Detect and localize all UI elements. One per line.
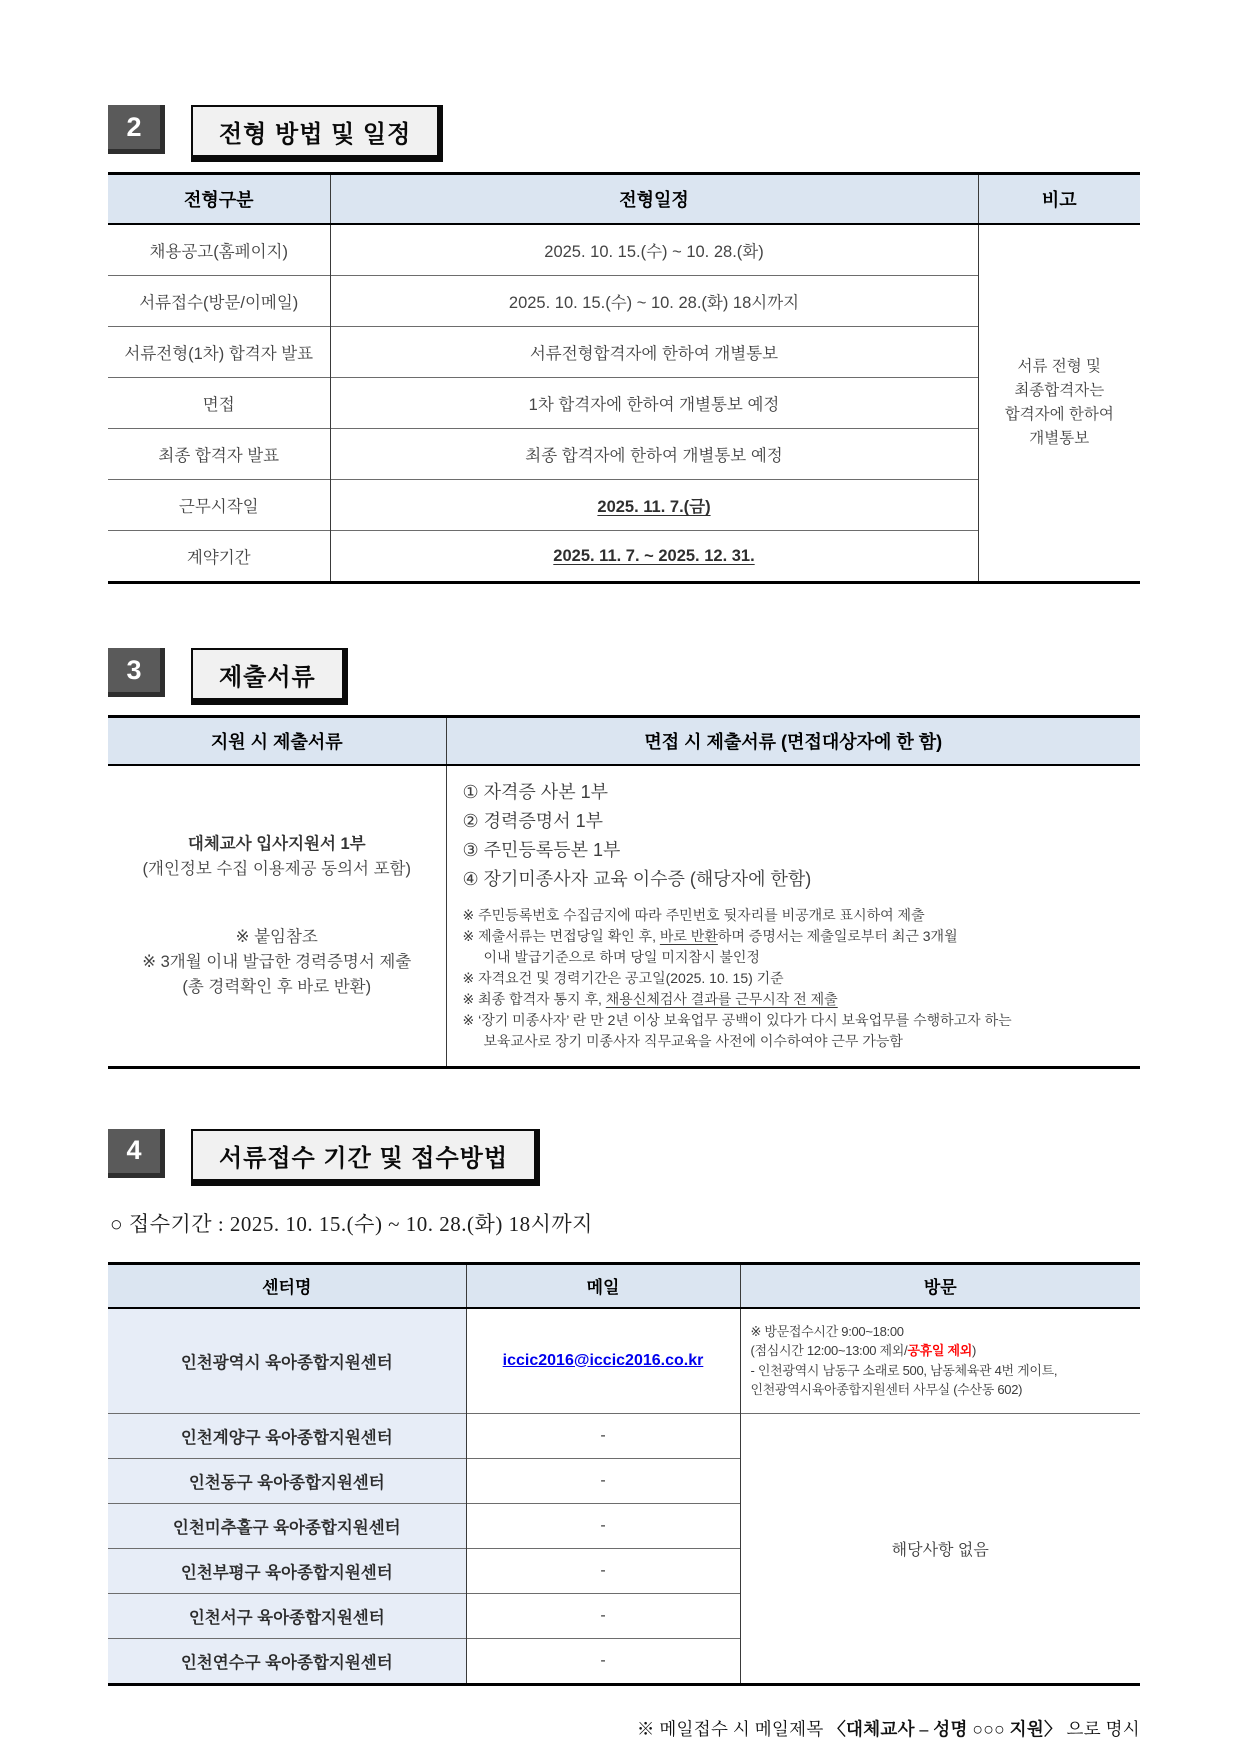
row-label: 근무시작일	[108, 480, 330, 531]
center-mail	[466, 1308, 740, 1414]
center-mail: -	[466, 1548, 740, 1593]
interview-note-4: ※ 최종 합격자 통지 후, 채용신체검사 결과를 근무시작 전 제출	[462, 990, 838, 1007]
documents-header-row	[108, 717, 1140, 766]
section-2-header	[108, 105, 1140, 162]
selection-schedule-table	[108, 172, 1140, 584]
row-label: 채용공고(홈페이지)	[108, 224, 330, 276]
email-link[interactable]: iccic2016@iccic2016.co.kr	[502, 1351, 704, 1369]
center-mail: -	[466, 1503, 740, 1548]
mail-subject-note: ※ 메일접수 시 메일제목 〈대체교사 – 성명 ○○○ 지원〉 으로 명시	[636, 1718, 1140, 1739]
center-mail: -	[466, 1458, 740, 1503]
section-3-title: 제출서류	[191, 648, 348, 705]
section-2-title: 전형 방법 및 일정	[191, 105, 443, 162]
section-2-number-badge: 2	[108, 105, 165, 154]
center-mail: -	[466, 1638, 740, 1684]
list-item: ① 자격증 사본 1부	[462, 782, 608, 802]
row-label: 계약기간	[108, 531, 330, 583]
table-row	[108, 224, 1140, 276]
section-3-header	[108, 648, 1140, 705]
column-header-schedule: 전형일정	[330, 174, 978, 225]
apply-docs-cell	[108, 765, 446, 1067]
visit-address-1: - 인천광역시 남동구 소래로 500, 남동체육관 4번 게이트,	[750, 1362, 1058, 1378]
row-value: 최종 합격자에 한하여 개별통보 예정	[330, 429, 978, 480]
column-header-interview-docs: 면접 시 제출서류 (면접대상자에 한 함)	[446, 717, 1140, 766]
row-value	[330, 531, 978, 583]
list-item: ④ 장기미종사자 교육 이수증 (해당자에 한함)	[462, 869, 812, 890]
visit-lunch: (점심시간 12:00~13:00 제외/공휴일 제외)	[750, 1343, 977, 1359]
column-header-center: 센터명	[108, 1263, 466, 1308]
row-label: 면접	[108, 378, 330, 429]
list-item: ③ 주민등록등본 1부	[462, 840, 621, 861]
table-row	[108, 1413, 1140, 1458]
center-mail: -	[466, 1413, 740, 1458]
apply-doc-subtitle: (개인정보 수집 이용제공 동의서 포함)	[142, 859, 411, 878]
apply-note-1: ※ 붙임참조	[235, 928, 318, 947]
row-value: 1차 합격자에 한하여 개별통보 예정	[330, 378, 978, 429]
centers-header-row	[108, 1263, 1140, 1308]
visit-not-applicable: 해당사항 없음	[740, 1413, 1140, 1684]
apply-note-2: ※ 3개월 이내 발급한 경력증명서 제출	[142, 953, 412, 972]
interview-docs-cell	[446, 765, 1140, 1067]
row-value: 서류전형합격자에 한하여 개별통보	[330, 327, 978, 378]
visit-hours: ※ 방문접수시간 9:00~18:00	[750, 1323, 904, 1339]
interview-note-1: ※ 주민등록번호 수집금지에 따라 주민번호 뒷자리를 비공개로 표시하여 제출	[462, 906, 925, 923]
apply-note-3: (총 경력확인 후 바로 반환)	[182, 977, 372, 996]
interview-note-2: ※ 제출서류는 면접당일 확인 후, 바로 반환하며 증명서는 제출일로부터 최근 3개월 이내 발급기준으로 하며 당일 미지참시 불인정	[462, 927, 958, 965]
row-label: 서류접수(방문/이메일)	[108, 276, 330, 327]
submission-documents-table	[108, 715, 1140, 1069]
section-4-number-badge: 4	[108, 1129, 165, 1178]
column-header-mail: 메일	[466, 1263, 740, 1308]
apply-doc-title: 대체교사 입사지원서 1부	[187, 834, 366, 853]
center-name: 인천미추홀구 육아종합지원센터	[108, 1503, 466, 1548]
row-value	[330, 480, 978, 531]
center-name: 인천부평구 육아종합지원센터	[108, 1548, 466, 1593]
table-row	[108, 1308, 1140, 1414]
center-mail: -	[466, 1593, 740, 1638]
contract-period: 2025. 11. 7. ~ 2025. 12. 31.	[553, 546, 755, 565]
visit-address-2: 인천광역시육아종합지원센터 사무실 (수산동 602)	[750, 1382, 1023, 1398]
row-value: 2025. 10. 15.(수) ~ 10. 28.(화) 18시까지	[330, 276, 978, 327]
center-name: 인천서구 육아종합지원센터	[108, 1593, 466, 1638]
center-name: 인천연수구 육아종합지원센터	[108, 1638, 466, 1684]
work-start-date: 2025. 11. 7.(금)	[597, 498, 711, 516]
interview-note-5: ※ ‘장기 미종사자’ 란 만 2년 이상 보육업무 공백이 있다가 다시 보육업무를 수행하고자 하는 보육교사로 장기 미종사자 직무교육을 사전에 이수하여야 근무 가능함	[462, 1011, 1012, 1049]
holiday-excluded-text: 공휴일 제외	[907, 1343, 972, 1359]
section-4-header	[108, 1129, 1140, 1186]
row-label: 최종 합격자 발표	[108, 429, 330, 480]
reception-period-line: ○ 접수기간 : 2025. 10. 15.(수) ~ 10. 28.(화) 18시까지	[110, 1211, 593, 1236]
column-header-visit: 방문	[740, 1263, 1140, 1308]
documents-body-row	[108, 765, 1140, 1067]
reception-centers-table	[108, 1262, 1140, 1686]
interview-note-3: ※ 자격요건 및 경력기간은 공고일(2025. 10. 15) 기준	[462, 969, 784, 986]
center-name: 인천계양구 육아종합지원센터	[108, 1413, 466, 1458]
visit-info	[740, 1308, 1140, 1414]
section-3-number-badge: 3	[108, 648, 165, 697]
center-name: 인천광역시 육아종합지원센터	[108, 1308, 466, 1414]
section-4-title: 서류접수 기간 및 접수방법	[191, 1129, 540, 1186]
column-header-remark: 비고	[978, 174, 1140, 225]
row-value: 2025. 10. 15.(수) ~ 10. 28.(화)	[330, 224, 978, 276]
schedule-header-row	[108, 174, 1140, 225]
remark-cell: 서류 전형 및 최종합격자는 합격자에 한하여 개별통보	[978, 224, 1140, 583]
list-item: ② 경력증명서 1부	[462, 811, 603, 832]
column-header-apply-docs: 지원 시 제출서류	[108, 717, 446, 766]
column-header-category: 전형구분	[108, 174, 330, 225]
row-label: 서류전형(1차) 합격자 발표	[108, 327, 330, 378]
center-name: 인천동구 육아종합지원센터	[108, 1458, 466, 1503]
mail-subject-format: 〈대체교사 – 성명 ○○○ 지원〉	[828, 1718, 1062, 1739]
